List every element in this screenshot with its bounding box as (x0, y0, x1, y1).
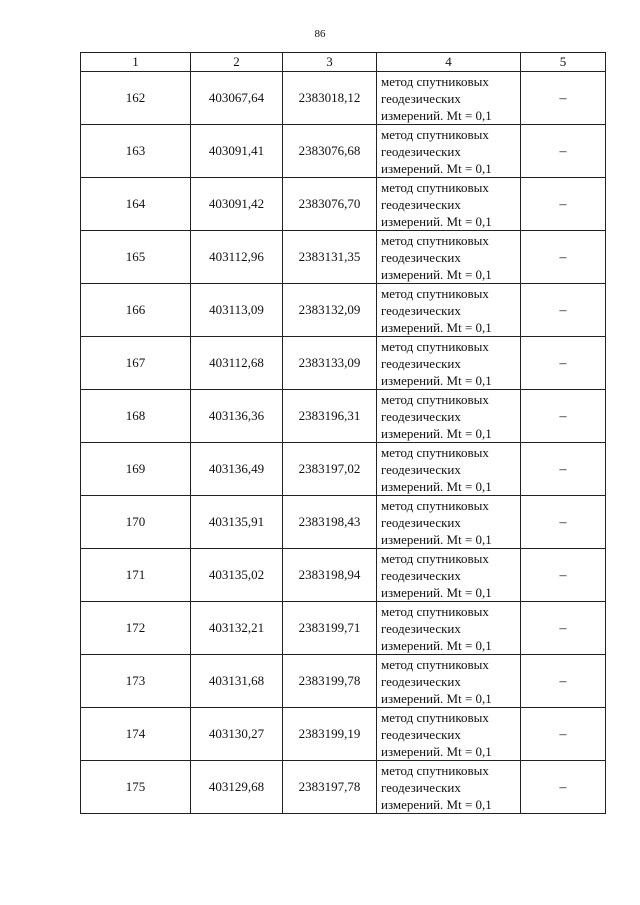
x-coordinate-cell: 403112,96 (191, 231, 283, 284)
method-text-line: измерений. Mt = 0,1 (381, 690, 492, 706)
method-text-line: измерений. Mt = 0,1 (381, 796, 492, 812)
point-number-cell: 165 (81, 231, 191, 284)
method-text-line: геодезических (381, 567, 461, 583)
method-text-line: измерений. Mt = 0,1 (381, 107, 492, 123)
method-text-line: измерений. Mt = 0,1 (381, 213, 492, 229)
table-row (81, 125, 606, 178)
method-text-line: метод спутниковых (381, 656, 489, 672)
x-coordinate-cell: 403113,09 (191, 284, 283, 337)
point-number-cell: 170 (81, 496, 191, 549)
table-row (81, 178, 606, 231)
point-number-cell: 168 (81, 390, 191, 443)
note-cell (521, 443, 606, 496)
note-dash: – (559, 90, 567, 106)
method-text-line: геодезических (381, 461, 461, 477)
method-text-line: метод спутниковых (381, 603, 489, 619)
note-dash: – (559, 355, 567, 371)
method-text-line: геодезических (381, 620, 461, 636)
method-cell (377, 496, 521, 549)
method-text-line: метод спутниковых (381, 709, 489, 725)
method-text-line: метод спутниковых (381, 391, 489, 407)
table-row (81, 708, 606, 761)
method-cell (377, 549, 521, 602)
method-cell (377, 178, 521, 231)
method-text-line: метод спутниковых (381, 338, 489, 354)
table-row (81, 72, 606, 125)
table-row (81, 390, 606, 443)
table-row (81, 496, 606, 549)
table-row (81, 761, 606, 814)
note-dash: – (559, 302, 567, 318)
y-coordinate-cell: 2383198,94 (283, 549, 377, 602)
note-dash: – (559, 249, 567, 265)
method-text-line: измерений. Mt = 0,1 (381, 319, 492, 335)
note-cell (521, 178, 606, 231)
method-cell (377, 125, 521, 178)
note-dash: – (559, 567, 567, 583)
table-body (81, 72, 606, 814)
y-coordinate-cell: 2383196,31 (283, 390, 377, 443)
method-text-line: геодезических (381, 726, 461, 742)
coordinates-table (80, 52, 606, 814)
note-cell (521, 549, 606, 602)
table-header-row (81, 53, 606, 72)
header-col-1: 1 (81, 53, 191, 72)
x-coordinate-cell: 403135,02 (191, 549, 283, 602)
method-text-line: метод спутниковых (381, 762, 489, 778)
note-dash: – (559, 514, 567, 530)
point-number-cell: 171 (81, 549, 191, 602)
method-cell (377, 443, 521, 496)
method-cell (377, 761, 521, 814)
method-text-line: геодезических (381, 90, 461, 106)
x-coordinate-cell: 403091,42 (191, 178, 283, 231)
point-number-cell: 163 (81, 125, 191, 178)
method-text-line: геодезических (381, 355, 461, 371)
note-cell (521, 337, 606, 390)
note-dash: – (559, 196, 567, 212)
x-coordinate-cell: 403130,27 (191, 708, 283, 761)
note-cell (521, 496, 606, 549)
method-text-line: метод спутниковых (381, 550, 489, 566)
y-coordinate-cell: 2383076,68 (283, 125, 377, 178)
method-text-line: измерений. Mt = 0,1 (381, 372, 492, 388)
method-text-line: измерений. Mt = 0,1 (381, 425, 492, 441)
method-text-line: измерений. Mt = 0,1 (381, 266, 492, 282)
x-coordinate-cell: 403129,68 (191, 761, 283, 814)
note-cell (521, 390, 606, 443)
table-row (81, 284, 606, 337)
table-row (81, 443, 606, 496)
x-coordinate-cell: 403136,49 (191, 443, 283, 496)
note-dash: – (559, 620, 567, 636)
method-text-line: геодезических (381, 779, 461, 795)
point-number-cell: 164 (81, 178, 191, 231)
method-text-line: метод спутниковых (381, 126, 489, 142)
x-coordinate-cell: 403132,21 (191, 602, 283, 655)
note-cell (521, 655, 606, 708)
point-number-cell: 175 (81, 761, 191, 814)
method-text-line: геодезических (381, 514, 461, 530)
point-number-cell: 162 (81, 72, 191, 125)
point-number-cell: 172 (81, 602, 191, 655)
x-coordinate-cell: 403135,91 (191, 496, 283, 549)
y-coordinate-cell: 2383133,09 (283, 337, 377, 390)
point-number-cell: 167 (81, 337, 191, 390)
note-dash: – (559, 461, 567, 477)
note-cell (521, 602, 606, 655)
method-text-line: геодезических (381, 143, 461, 159)
method-text-line: метод спутниковых (381, 497, 489, 513)
note-dash: – (559, 408, 567, 424)
y-coordinate-cell: 2383199,19 (283, 708, 377, 761)
header-col-2: 2 (191, 53, 283, 72)
method-text-line: геодезических (381, 302, 461, 318)
method-text-line: геодезических (381, 408, 461, 424)
y-coordinate-cell: 2383197,02 (283, 443, 377, 496)
y-coordinate-cell: 2383076,70 (283, 178, 377, 231)
y-coordinate-cell: 2383197,78 (283, 761, 377, 814)
point-number-cell: 173 (81, 655, 191, 708)
method-text-line: геодезических (381, 673, 461, 689)
table-row (81, 231, 606, 284)
method-text-line: измерений. Mt = 0,1 (381, 478, 492, 494)
method-cell (377, 284, 521, 337)
x-coordinate-cell: 403136,36 (191, 390, 283, 443)
note-cell (521, 125, 606, 178)
point-number-cell: 166 (81, 284, 191, 337)
x-coordinate-cell: 403067,64 (191, 72, 283, 125)
note-dash: – (559, 726, 567, 742)
note-cell (521, 284, 606, 337)
header-col-4: 4 (377, 53, 521, 72)
method-text-line: метод спутниковых (381, 444, 489, 460)
method-text-line: измерений. Mt = 0,1 (381, 637, 492, 653)
note-cell (521, 231, 606, 284)
y-coordinate-cell: 2383199,71 (283, 602, 377, 655)
y-coordinate-cell: 2383132,09 (283, 284, 377, 337)
method-text-line: метод спутниковых (381, 232, 489, 248)
method-cell (377, 231, 521, 284)
method-cell (377, 337, 521, 390)
note-cell (521, 708, 606, 761)
method-text-line: метод спутниковых (381, 179, 489, 195)
point-number-cell: 169 (81, 443, 191, 496)
y-coordinate-cell: 2383131,35 (283, 231, 377, 284)
method-cell (377, 708, 521, 761)
method-cell (377, 655, 521, 708)
point-number-cell: 174 (81, 708, 191, 761)
method-text-line: измерений. Mt = 0,1 (381, 531, 492, 547)
method-text-line: измерений. Mt = 0,1 (381, 584, 492, 600)
table-row (81, 549, 606, 602)
note-dash: – (559, 779, 567, 795)
method-text-line: геодезических (381, 249, 461, 265)
table-row (81, 602, 606, 655)
note-cell (521, 761, 606, 814)
header-col-3: 3 (283, 53, 377, 72)
page-number: 86 (314, 28, 326, 40)
y-coordinate-cell: 2383198,43 (283, 496, 377, 549)
x-coordinate-cell: 403112,68 (191, 337, 283, 390)
method-text-line: геодезических (381, 196, 461, 212)
x-coordinate-cell: 403131,68 (191, 655, 283, 708)
x-coordinate-cell: 403091,41 (191, 125, 283, 178)
header-col-5: 5 (521, 53, 606, 72)
note-cell (521, 72, 606, 125)
method-cell (377, 390, 521, 443)
note-dash: – (559, 673, 567, 689)
method-text-line: измерений. Mt = 0,1 (381, 160, 492, 176)
method-cell (377, 602, 521, 655)
method-cell (377, 72, 521, 125)
method-text-line: измерений. Mt = 0,1 (381, 743, 492, 759)
table-row (81, 337, 606, 390)
table-row (81, 655, 606, 708)
y-coordinate-cell: 2383018,12 (283, 72, 377, 125)
y-coordinate-cell: 2383199,78 (283, 655, 377, 708)
method-text-line: метод спутниковых (381, 285, 489, 301)
note-dash: – (559, 143, 567, 159)
method-text-line: метод спутниковых (381, 73, 489, 89)
